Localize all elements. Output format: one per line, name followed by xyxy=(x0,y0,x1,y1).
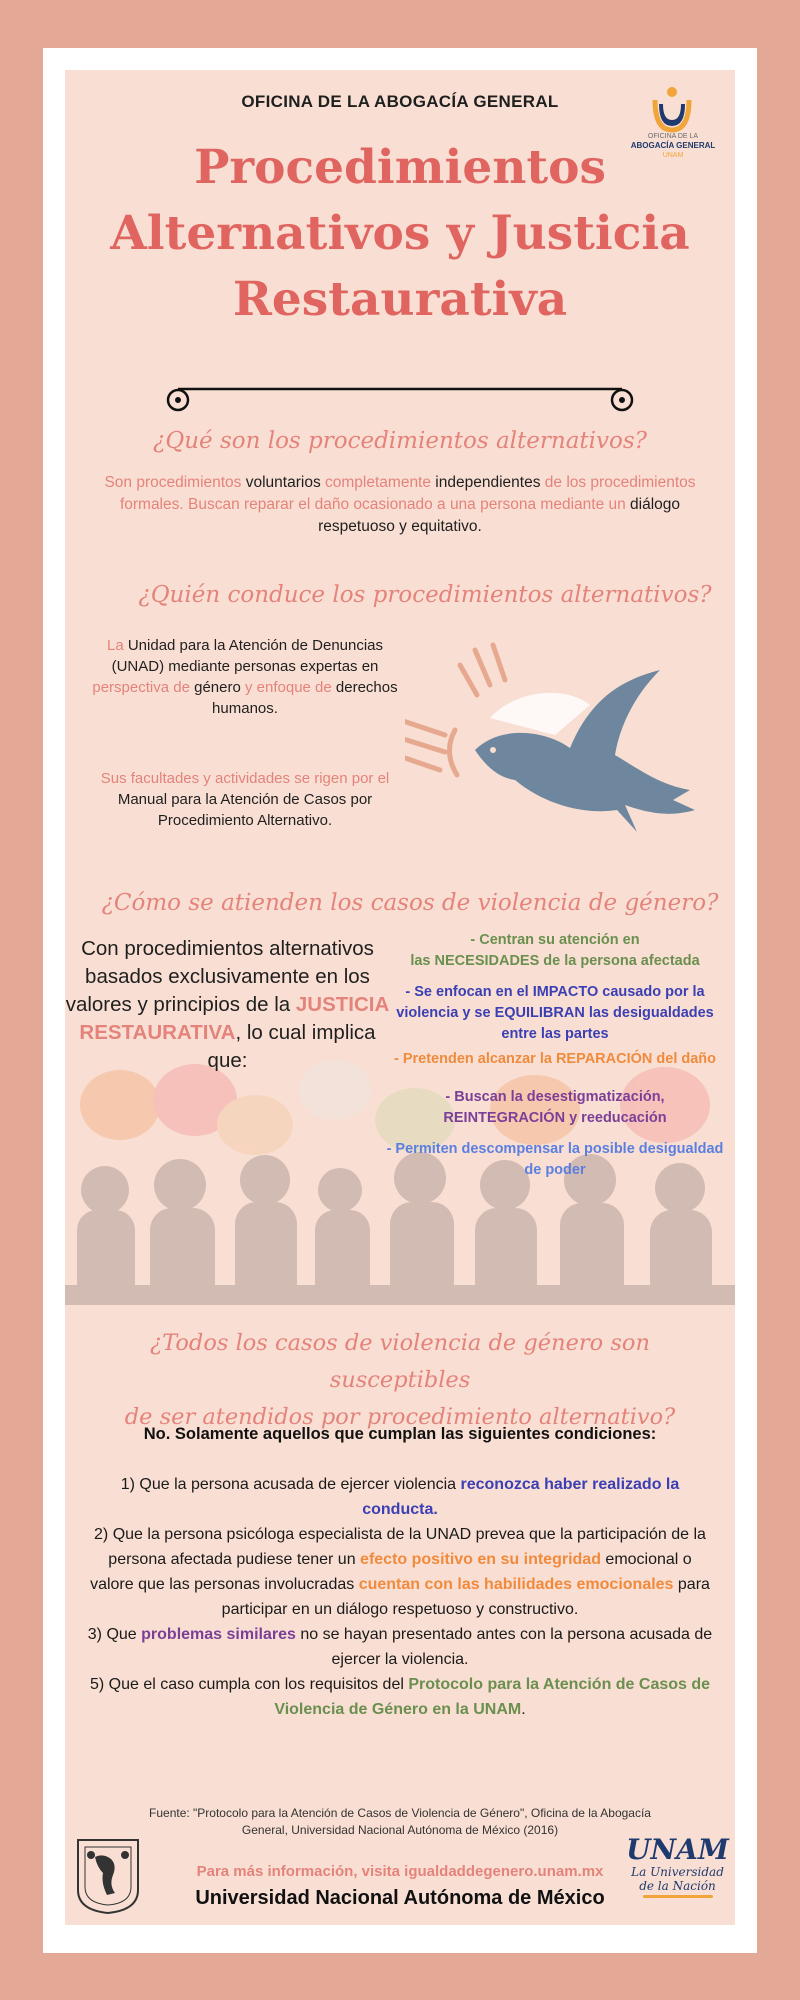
conditions-list xyxy=(85,1472,715,1722)
bullet-power: - Permiten descompensar la posible desigualdad de poder xyxy=(386,1141,724,1178)
what-paragraph: Son procedimientos voluntarios completamente independientes de los procedimientos formales. Buscan reparar el daño ocasionado a una persona mediante un diálogo respetuoso y equitativo. xyxy=(104,474,696,535)
unam-logo-icon: UNAM La Universidad de la Nación xyxy=(625,1835,730,1915)
bullet-needs: - Centran su atención en las NECESIDADES de la persona afectada xyxy=(410,932,700,969)
manual-paragraph: Sus facultades y actividades se rigen por el Manual para la Atención de Casos por Procedimiento Alternativo. xyxy=(100,770,390,829)
page-title: Procedimientos Alternativos y Justicia Restaurativa xyxy=(110,140,690,327)
logo-caption: OFICINA DE LA ABOGACÍA GENERAL UNAM xyxy=(630,133,716,159)
bullet-impact: - Se enfocan en el IMPACTO causado por la violencia y se EQUILIBRAN las desigualdades entre las partes xyxy=(396,984,714,1042)
eligibility-answer: No. Solamente aquellos que cumplan las siguientes condiciones: xyxy=(143,1425,657,1443)
dove-icon xyxy=(405,640,735,910)
who-paragraph: La Unidad para la Atención de Denuncias (UNAD) mediante personas expertas en perspectiva de género y enfoque de derechos humanos. xyxy=(92,637,398,717)
university-name: Universidad Nacional Autónoma de México xyxy=(195,1887,605,1909)
restorative-justice-text: Con procedimientos alternativos basados exclusivamente en los valores y principios de la JUSTICIA RESTAURATIVA, lo cual implica que: xyxy=(65,937,390,1072)
scroll-divider-icon xyxy=(160,380,640,414)
bullet-reparation: - Pretenden alcanzar la REPARACIÓN del daño xyxy=(393,1051,717,1067)
section-heading-eligibility: ¿Todos los casos de violencia de género son susceptibles de ser atendidos por procedimiento alternativo? xyxy=(124,1330,676,1430)
bullet-reintegration: - Buscan la desestigmatización, REINTEGRACIÓN y reeducación xyxy=(443,1089,667,1126)
unam-seal-icon xyxy=(73,1835,143,1915)
condition-5: 5) Que el caso cumpla con los requisitos del Protocolo para la Atención de Casos de Violencia de Género en la UNAM. xyxy=(89,1676,711,1718)
source-citation: Fuente: "Protocolo para la Atención de Casos de Violencia de Género", Oficina de la Abogacía General, Universidad Nacional Autónoma de México (2016) xyxy=(149,1806,651,1837)
office-name: OFICINA DE LA ABOGACÍA GENERAL xyxy=(241,92,559,111)
more-info-link[interactable]: Para más información, visita igualdaddegenero.unam.mx xyxy=(196,1863,604,1880)
section-heading-who: ¿Quién conduce los procedimientos alternativos? xyxy=(138,582,712,608)
infographic-panel xyxy=(65,70,735,1925)
condition-2: 2) Que la persona psicóloga especialista de la UNAD prevea que la participación de la persona afectada pudiese tener un efecto positivo en su integridad emocional o valore que las personas involucradas cuentan con las habilidades emocionales para participar en un diálogo respetuoso y constructivo. xyxy=(90,1526,710,1618)
condition-1: 1) Que la persona acusada de ejercer violencia reconozca haber realizado la conducta. xyxy=(120,1476,680,1518)
condition-3: 3) Que problemas similares no se hayan presentado antes con la persona acusada de ejercer la violencia. xyxy=(87,1626,713,1668)
section-heading-what: ¿Qué son los procedimientos alternativos? xyxy=(153,428,647,454)
section-heading-how: ¿Cómo se atienden los casos de violencia de género? xyxy=(101,890,719,916)
